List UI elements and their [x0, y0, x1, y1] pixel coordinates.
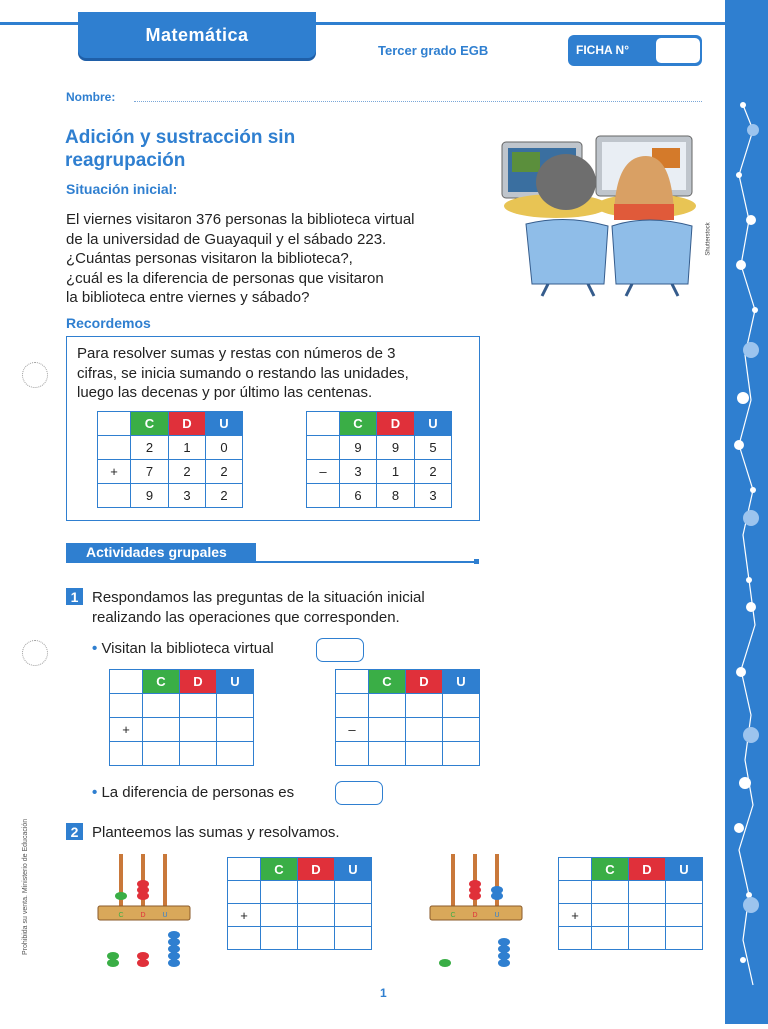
bullet-difference — [92, 783, 294, 803]
answer-cell[interactable] — [143, 694, 180, 718]
digit-cell: 2 — [415, 460, 452, 484]
subject-title: Matemática — [145, 24, 249, 45]
item-number-badge: 1 — [66, 588, 83, 605]
activities-heading: Actividades grupales — [86, 544, 227, 560]
answer-cell[interactable] — [180, 742, 217, 766]
item1-line: Respondamos las preguntas de la situación inicial — [92, 589, 425, 606]
side-legal-note: Prohibida su venta. Ministerio de Educación — [22, 818, 29, 955]
operator-cell: – — [336, 718, 369, 742]
answer-cell[interactable] — [143, 718, 180, 742]
abacus-label-u: U — [494, 912, 500, 919]
operator-cell — [98, 484, 131, 508]
visits-answer-field[interactable] — [316, 638, 364, 662]
answer-cell[interactable] — [298, 927, 335, 950]
operator-cell — [307, 436, 340, 460]
visits-subtraction-table — [335, 669, 480, 766]
digit-cell: 7 — [131, 460, 169, 484]
operator-cell: – — [307, 460, 340, 484]
answer-cell[interactable] — [592, 904, 629, 927]
answer-cell[interactable] — [335, 927, 372, 950]
column-header-c: C — [261, 858, 298, 881]
operator-cell — [110, 694, 143, 718]
name-label: Nombre: — [66, 90, 116, 104]
digit-cell: 9 — [377, 436, 415, 460]
result-cell: 6 — [340, 484, 377, 508]
result-cell: 3 — [415, 484, 452, 508]
result-cell: 3 — [169, 484, 206, 508]
answer-cell[interactable] — [629, 881, 666, 904]
kids-at-computers-illustration — [496, 134, 706, 304]
situation-heading: Situación inicial: — [66, 181, 178, 197]
situation-line: la biblioteca entre viernes y sábado? — [66, 289, 310, 306]
digit-cell: 3 — [340, 460, 377, 484]
binder-hole-marker — [22, 640, 48, 666]
recall-line: cifras, se inicia sumando o restando las unidades, — [77, 364, 409, 382]
answer-cell[interactable] — [666, 904, 703, 927]
ficha-label: FICHA N° — [576, 43, 630, 57]
column-header-c: C — [369, 670, 406, 694]
example-addition-table — [97, 411, 243, 508]
operator-cell — [559, 881, 592, 904]
example-subtraction-table — [306, 411, 452, 508]
abacus-left-table — [227, 857, 372, 950]
operator-cell — [336, 670, 369, 694]
bullet-visits-text: Visitan la biblioteca virtual — [101, 640, 274, 657]
answer-cell[interactable] — [298, 881, 335, 904]
result-cell: 2 — [206, 484, 243, 508]
page-number: 1 — [380, 986, 387, 1000]
visits-addition-table — [109, 669, 254, 766]
column-header-c: C — [131, 412, 169, 436]
operator-cell — [110, 670, 143, 694]
abacus-label-d: D — [140, 912, 146, 919]
answer-cell[interactable] — [629, 904, 666, 927]
answer-cell[interactable] — [629, 927, 666, 950]
activities-rule — [256, 561, 478, 563]
answer-cell[interactable] — [592, 881, 629, 904]
column-header-c: C — [340, 412, 377, 436]
activities-rule-dot — [474, 559, 479, 564]
answer-cell[interactable] — [443, 718, 480, 742]
column-header-d: D — [377, 412, 415, 436]
operator-cell: + — [110, 718, 143, 742]
situation-text — [66, 210, 486, 308]
operator-cell — [559, 927, 592, 950]
situation-line: ¿Cuántas personas visitaron la biblioteca?, — [66, 250, 353, 267]
digit-cell: 0 — [206, 436, 243, 460]
answer-cell[interactable] — [406, 718, 443, 742]
side-band-pattern-icon — [725, 0, 768, 1024]
column-header-u: U — [335, 858, 372, 881]
abacus-label-c: C — [118, 912, 124, 919]
answer-cell[interactable] — [180, 694, 217, 718]
subject-tab — [78, 12, 316, 58]
operator-cell — [228, 881, 261, 904]
column-header-c: C — [592, 858, 629, 881]
answer-cell[interactable] — [369, 694, 406, 718]
answer-cell[interactable] — [217, 718, 254, 742]
digit-cell: 2 — [169, 460, 206, 484]
column-header-c: C — [143, 670, 180, 694]
item1-line: realizando las operaciones que corresponden. — [92, 608, 400, 626]
column-header-d: D — [629, 858, 666, 881]
ficha-number-field[interactable] — [656, 38, 700, 63]
answer-cell[interactable] — [406, 694, 443, 718]
bullet-dot-icon: • — [92, 784, 98, 801]
situation-line: El viernes visitaron 376 personas la biblioteca virtual — [66, 211, 415, 228]
abacus-right-table — [558, 857, 703, 950]
answer-cell[interactable] — [443, 742, 480, 766]
operator-cell — [336, 742, 369, 766]
digit-cell: 2 — [206, 460, 243, 484]
abacus-label-d: D — [472, 912, 478, 919]
answer-cell[interactable] — [261, 904, 298, 927]
answer-cell[interactable] — [217, 694, 254, 718]
side-decorative-band — [725, 0, 768, 1024]
answer-cell[interactable] — [592, 927, 629, 950]
answer-cell[interactable] — [443, 694, 480, 718]
answer-cell[interactable] — [261, 927, 298, 950]
answer-cell[interactable] — [143, 742, 180, 766]
operator-cell: + — [228, 904, 261, 927]
operator-cell — [98, 436, 131, 460]
image-credit: Shutterstock — [705, 222, 712, 256]
operator-cell — [110, 742, 143, 766]
answer-cell[interactable] — [666, 881, 703, 904]
item1-instructions — [92, 588, 482, 627]
operator-cell — [98, 412, 131, 436]
column-header-u: U — [666, 858, 703, 881]
column-header-u: U — [415, 412, 452, 436]
answer-cell[interactable] — [217, 742, 254, 766]
result-cell: 9 — [131, 484, 169, 508]
abacus-label-c: C — [450, 912, 456, 919]
digit-cell: 1 — [169, 436, 206, 460]
column-header-d: D — [169, 412, 206, 436]
item-number-badge: 2 — [66, 823, 83, 840]
column-header-u: U — [206, 412, 243, 436]
grade-label: Tercer grado EGB — [378, 43, 489, 58]
answer-cell[interactable] — [369, 742, 406, 766]
digit-cell: 2 — [131, 436, 169, 460]
answer-cell[interactable] — [335, 881, 372, 904]
digit-cell: 9 — [340, 436, 377, 460]
operator-cell — [307, 484, 340, 508]
column-header-d: D — [298, 858, 335, 881]
operator-cell — [228, 858, 261, 881]
activities-heading-bar — [66, 543, 256, 563]
answer-cell[interactable] — [666, 927, 703, 950]
answer-cell[interactable] — [369, 718, 406, 742]
situation-line: ¿cuál es la diferencia de personas que visitaron — [66, 269, 384, 287]
bullet-visits — [92, 639, 274, 659]
answer-cell[interactable] — [298, 904, 335, 927]
recall-line: luego las decenas y por último las centenas. — [77, 384, 373, 401]
operator-cell — [336, 694, 369, 718]
bullet-difference-text: La diferencia de personas es — [101, 784, 295, 801]
column-header-u: U — [443, 670, 480, 694]
digit-cell: 5 — [415, 436, 452, 460]
lesson-title: Adición y sustracción sin reagrupación — [65, 127, 296, 171]
answer-cell[interactable] — [180, 718, 217, 742]
abacus-label-u: U — [162, 912, 168, 919]
recall-heading: Recordemos — [66, 315, 151, 331]
bullet-dot-icon: • — [92, 640, 98, 657]
item2-instructions: Planteemos las sumas y resolvamos. — [92, 824, 340, 841]
operator-cell — [228, 927, 261, 950]
answer-cell[interactable] — [406, 742, 443, 766]
operator-cell — [307, 412, 340, 436]
digit-cell: 1 — [377, 460, 415, 484]
abacus-left-icon — [96, 850, 192, 980]
answer-cell[interactable] — [261, 881, 298, 904]
difference-answer-field[interactable] — [335, 781, 383, 805]
column-header-u: U — [217, 670, 254, 694]
binder-hole-marker — [22, 362, 48, 388]
situation-line: de la universidad de Guayaquil y el sábado 223. — [66, 230, 387, 248]
operator-cell: + — [559, 904, 592, 927]
recall-text — [77, 344, 467, 403]
column-header-d: D — [180, 670, 217, 694]
recall-line: Para resolver sumas y restas con números de 3 — [77, 345, 396, 362]
operator-cell: + — [98, 460, 131, 484]
operator-cell — [559, 858, 592, 881]
answer-cell[interactable] — [335, 904, 372, 927]
name-field[interactable] — [134, 101, 702, 102]
result-cell: 8 — [377, 484, 415, 508]
column-header-d: D — [406, 670, 443, 694]
abacus-right-icon — [428, 850, 524, 980]
